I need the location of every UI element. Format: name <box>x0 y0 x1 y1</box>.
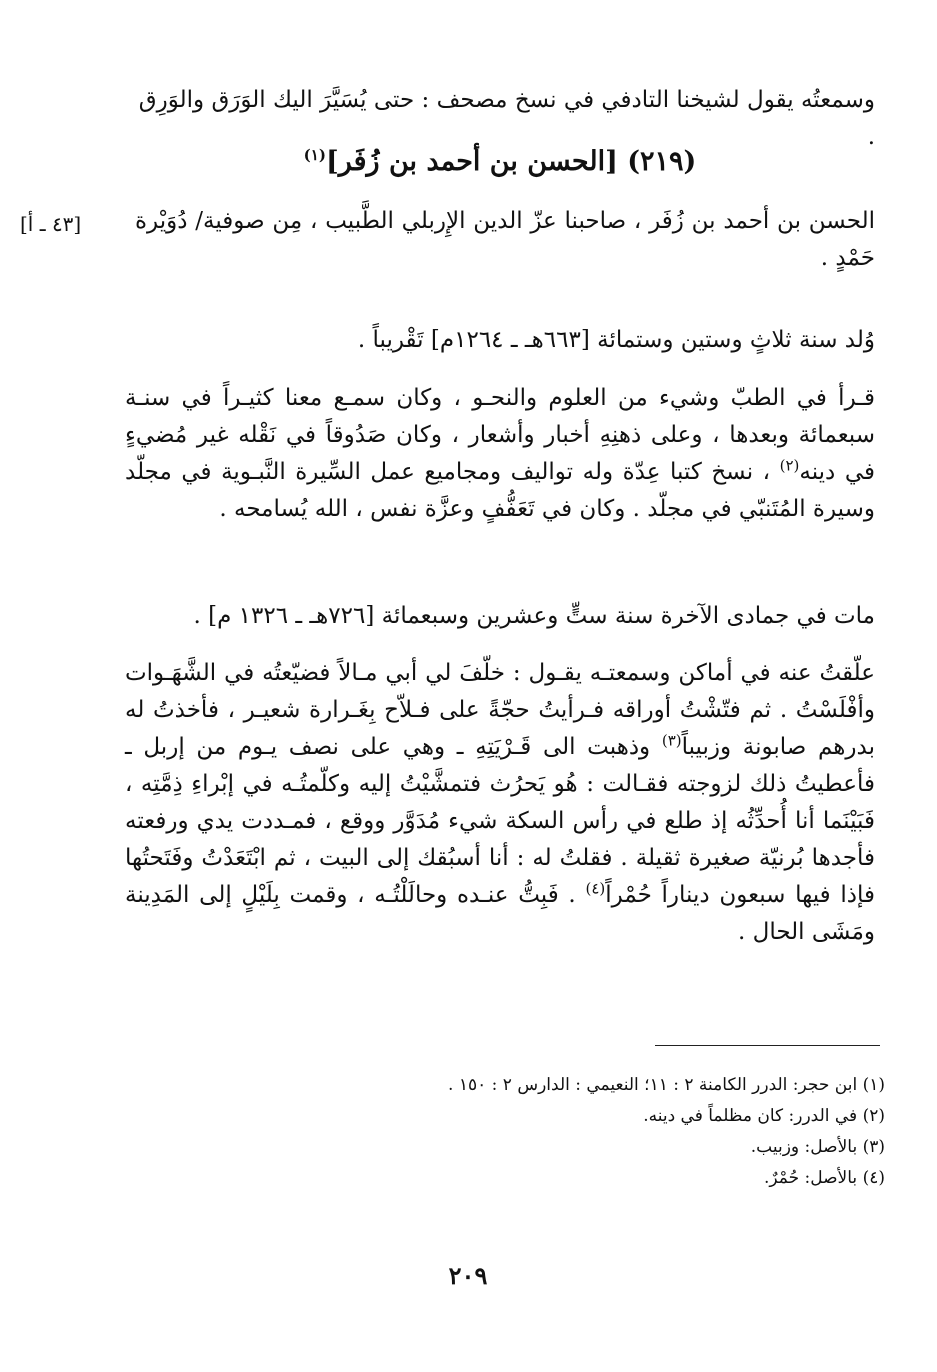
footnote-3: (٣) بالأصل: وزبيب. <box>750 1137 885 1157</box>
paragraph-birth: وُلد سنة ثلاثٍ وستين وستمائة [٦٦٣هـ ـ ١٢٦٤م] تَقْريباً . <box>357 327 875 353</box>
anecdote-text-1: علّقتُ عنه في أماكن وسمعتـه يقـول : خلّفَ لي أبي مـالاً فضيّعتُه في الشَّهَـوات وأفْلَسْتُ . ثم فتّشْتُ أوراقه فـرأيتُ حجّةً على فـلاّح بِغَـرارة شعيـر ، فأخذتُ له بدرهم صابونة وزبيباً <box>125 660 875 760</box>
paragraph-death: مات في جمادى الآخرة سنة ستٍّ وعشرين وسبعمائة [٧٢٦هـ ـ ١٣٢٦ م] . <box>193 603 875 629</box>
paragraph-biography <box>125 380 875 528</box>
footnote-4: (٤) بالأصل: حُمْرٌ. <box>764 1168 885 1188</box>
anecdote-text-2: وذهبت الى قَـرْيَتِهِ ـ وهي على نصف يـوم من إربل ـ فأعطيتُ ذلك لزوجته فقـالت : هُو يَحرُث فتمشَّيْتُ إليه وكلّمتُـه في إبْراءِ ذِمَّتِه ، فَبَيْنَما أنا أُحدِّثُه إذ طلع في رأس السكة شيء مُدَوَّر ووقع ، فمـددت يدي ورفعته فأجدها بُرنيّة صغيرة ثقيلة . فقلتُ له : أنا أسبُقك إلى البيت ، ثم ابْتَعَدْتُ وفَتَحتُها فإذا فيها سبعون ديناراً حُمْراً <box>125 734 875 908</box>
manuscript-folio-reference: [٤٣ ـ أ] <box>20 212 82 236</box>
title-footnote-mark[interactable]: (١) <box>303 146 326 164</box>
biography-text-2: ، نسخ كتبا عِدّة وله تواليف ومجاميع عمل السِّيرة النَّبـوية في مجلّد وسيرة المُتَنبّي في مجلّد . وكان في تَعَفُّفٍ وعزَّة نفس ، الله يُسامحه . <box>125 459 875 522</box>
biography-text-1: قـرأ في الطبّ وشيء من العلوم والنحـو ، وكان سمـع معنا كثيـراً في سنـة سبعمائة وبعدها ، وعلى ذهنِهِ أخبار وأشعار ، وكان صَدُوقاً في نَقْله غير مُضيءٍ في دينه <box>125 385 875 485</box>
footnote-mark-4[interactable]: (٤) <box>585 879 606 898</box>
entry-title: (٢١٩) [الحسن بن أحمد بن زُفَر] <box>325 146 697 177</box>
footnote-1: (١) ابن حجر: الدرر الكامنة ٢ : ١١؛ النعيمي : الدارس ٢ : ١٥٠ . <box>448 1075 885 1095</box>
paragraph-anecdote <box>125 655 875 951</box>
paragraph-name: الحسن بن أحمد بن زُفَر ، صاحبنا عزّ الدين الإِربلي الطَّبيب ، مِن صوفية/ دُوَيْرة حَمْدٍ . <box>135 208 875 271</box>
anecdote-text-3: . فَبِتُّ عنـده وحالَلْتُـه ، وقمت بِلَيْلٍ إلى المَدِينة ومَشَى الحال . <box>125 882 875 945</box>
footnote-2: (٢) في الدرر: كان مظلماً في دينه. <box>643 1106 885 1126</box>
footnotes <box>420 1070 885 1194</box>
intro-line: وسمعتُه يقول لشيخنا التادفي في نسخ مصحف : حتى يُسَيَّرَ اليك الوَرَق والوَرِق . <box>138 87 875 150</box>
entry-heading <box>125 142 875 182</box>
page-number: ٢٠٩ <box>448 1261 488 1290</box>
footnote-mark-3[interactable]: (٣) <box>661 731 682 750</box>
footnote-separator <box>655 1045 880 1046</box>
footnote-mark-2[interactable]: (٢) <box>779 456 800 475</box>
